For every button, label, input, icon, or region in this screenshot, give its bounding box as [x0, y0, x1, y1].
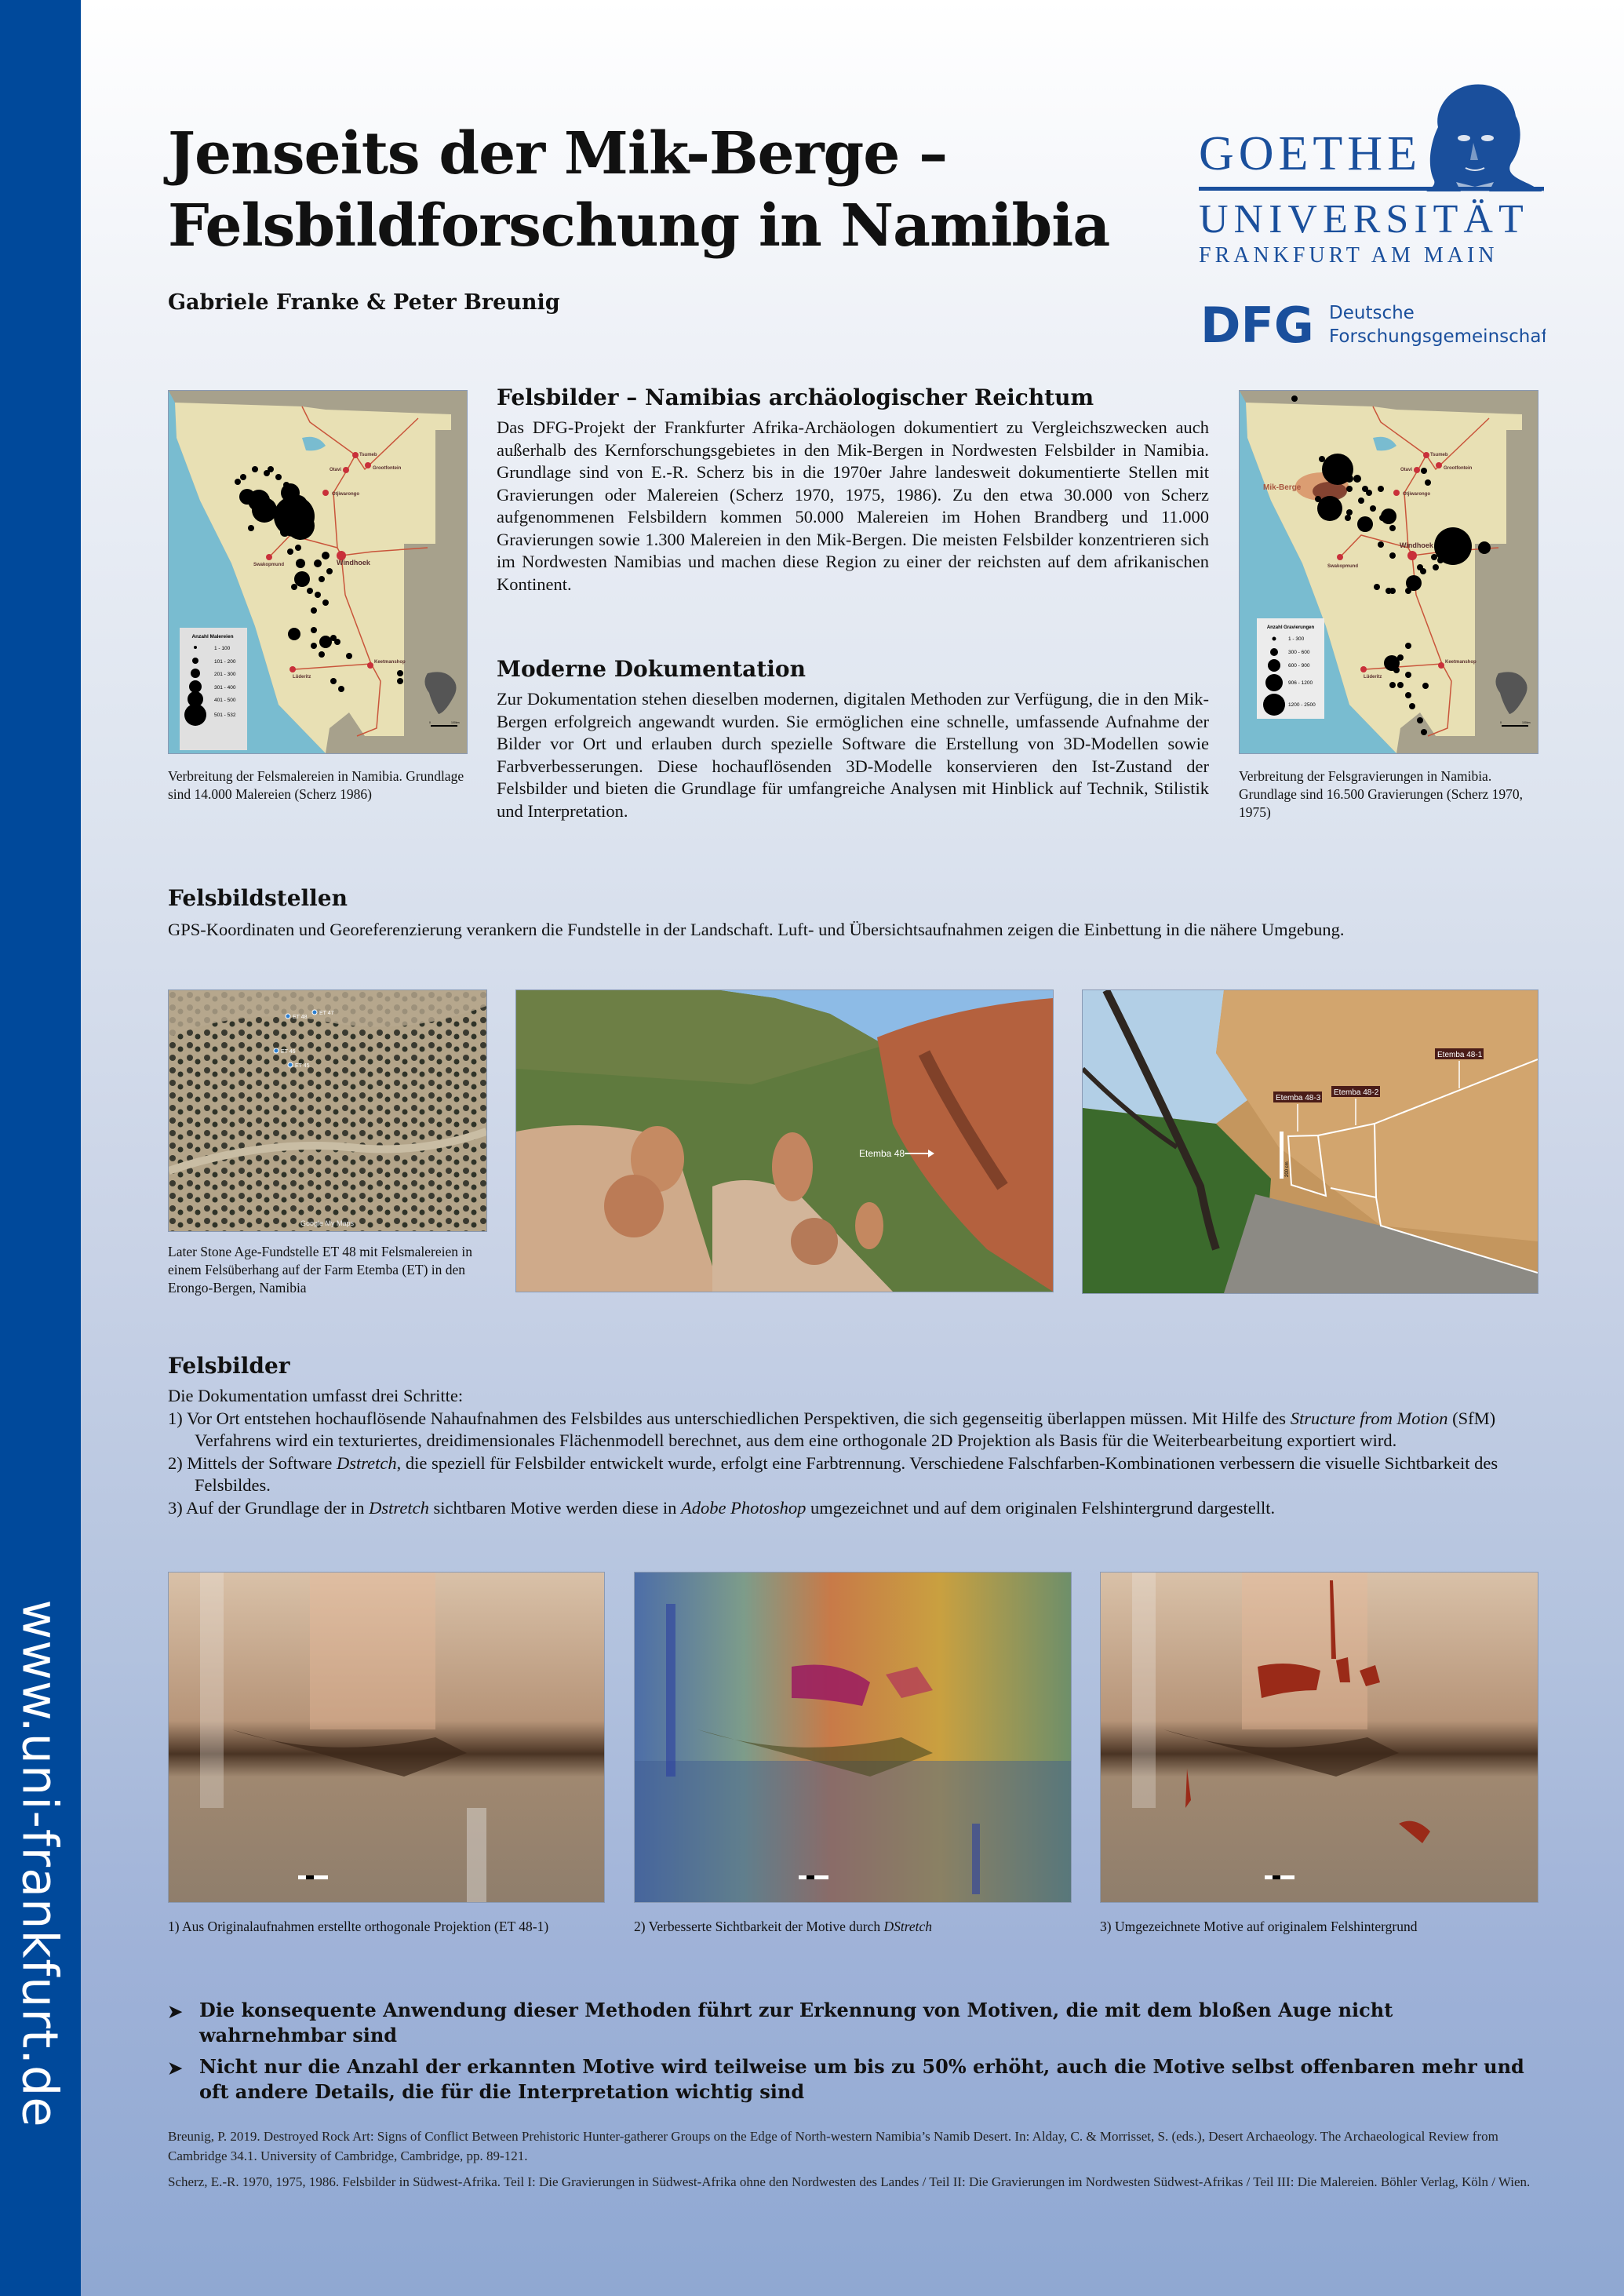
panel-1-caption-text: 1) Aus Originalaufnahmen erstellte orthogonale Projektion (ET 48-1)	[168, 1919, 549, 1934]
map-right-legend-5: 1200 - 2500	[1288, 702, 1316, 708]
map-engravings	[1239, 390, 1538, 754]
shelter-label-48-3: Etemba 48-3	[1276, 1094, 1321, 1102]
landscape-photo-etemba48	[515, 989, 1054, 1292]
bullet-arrow-icon: ➤	[168, 2002, 183, 2022]
map-right-city-luderitz: Lüderitz	[1364, 675, 1382, 680]
step-3-text-c: umgezeichnet und auf dem originalen Felshintergrund dargestellt.	[806, 1497, 1276, 1518]
aerial-label-et47: ET 47	[319, 1011, 334, 1016]
map-left-city-windhoek: Windhoek	[337, 559, 370, 567]
section-2-heading: Moderne Dokumentation	[497, 656, 806, 682]
reference-2: Scherz, E.-R. 1970, 1975, 1986. Felsbilder in Südwest-Afrika. Teil I: Die Gravierungen in Südwest-Afrika ohne den Nordwesten des Landes / Teil II: Die Gravierungen im Nordwesten Südwest-Afrikas / Teil III: Die Malereien. Böhler Verlag, Köln / Wien.	[168, 2174, 1531, 2189]
map-left-scale-0: 0	[429, 721, 431, 724]
dfg-line-2: Forschungsgemeinschaft	[1329, 326, 1546, 347]
conclusion-1	[168, 1998, 1538, 2048]
goethe-university-logo	[1199, 78, 1544, 267]
reference-1: Breunig, P. 2019. Destroyed Rock Art: Signs of Conflict Between Prehistoric Hunter-gatherer Groups on the Edge of North-western Namibia’s Namib Desert. In: Alday, C. & Morrisset, S. (eds.), Desert Archaeology. The Archaeological Review from Cambridge 34.1. University of Cambridge, Cambridge, pp. 89-121.	[168, 2129, 1498, 2163]
aerial-label-et48: ET 48	[293, 1015, 308, 1020]
panel-2-caption-text: 2) Verbesserte Sichtbarkeit der Motive durch	[634, 1919, 884, 1934]
panel-2-caption	[634, 1918, 1070, 1936]
step-2-emphasis: Dstretch	[336, 1452, 397, 1473]
map-right-legend-title: Anzahl Gravierungen	[1266, 625, 1315, 630]
map-left-legend-4: 301 - 400	[214, 685, 236, 691]
section-4-heading: Felsbilder	[168, 1353, 290, 1379]
map-right-scale-100: 100km	[1522, 721, 1531, 724]
map-right-city-grootfontein: Grootfontein	[1444, 466, 1473, 471]
conclusion-2-text: Nicht nur die Anzahl der erkannten Motive wird teilweise um bis zu 50% erhöht, auch die Motive selbst offenbaren mehr und oft andere Details, die für die Interpretation wichtig sind	[199, 2055, 1524, 2103]
rock-art-traced	[1100, 1572, 1538, 1903]
sidebar-band	[0, 0, 81, 2296]
goethe-line-3: FRANKFURT AM MAIN	[1199, 243, 1498, 267]
step-2-text-b: , die speziell für Felsbilder entwickelt wurde, erfolgt eine Farbtrennung. Verschiedene Falschfarben-Kombinationen verbessern die visuelle Sichtbarkeit des Felsbildes.	[195, 1452, 1498, 1495]
rock-art-dstretch	[634, 1572, 1072, 1903]
bullet-arrow-icon: ➤	[168, 2058, 183, 2079]
conclusion-2	[168, 2054, 1538, 2105]
map-left-city-luderitz: Lüderitz	[293, 675, 311, 680]
section-1-text: Das DFG-Projekt der Frankfurter Afrika-Archäologen dokumentiert zu Vergleichszwecken auch außerhalb des Kernforschungsgebietes in den Mik-Bergen in Nordwesten Felsbilder in Namibia. Grundlage sind von E.-R. Scherz bis in die 1970er Jahre landesweit dokumentierte Stellen mit Gravierungen oder Malereien (Scherz 1970, 1975, 1986). Zu den etwa 30.000 von Scherz aufgenommenen Felsbildern kommen 50.000 Malereien im Hohen Brandberg und 11.000 Gravierungen sowie 1.300 Malereien in den Mik-Bergen. Die meisten Felsbilder konzentrieren sich im Nordwesten Namibias und machen diese Region zu einer der reichsten auf dem afrikanischen Kontinent.	[497, 417, 1209, 594]
map-right-legend-4: 906 - 1200	[1288, 680, 1313, 686]
map-right-city-keetmanshop: Keetmanshop	[1445, 660, 1477, 665]
step-3-text-b: sichtbaren Motive werden diese in	[428, 1497, 681, 1518]
panel-1-caption	[168, 1918, 576, 1936]
shelter-scale-label: 200 cm	[1285, 1161, 1290, 1177]
dfg-logo	[1200, 298, 1546, 350]
step-3	[168, 1497, 1538, 1520]
authors: Gabriele Franke & Peter Breunig	[168, 290, 560, 315]
step-1-text-b: (SfM) Verfahrens wird ein texturiertes, dreidimensionales Flächenmodell berechnet, aus dem eine orthogonale 2D Projektion als Basis für die Weiterbearbeitung exportiert wird.	[195, 1408, 1496, 1450]
google-watermark: Google My Maps	[300, 1219, 355, 1227]
map-left-legend-5: 401 - 500	[214, 698, 236, 703]
map-right-city-swakopmund: Swakopmund	[1327, 564, 1359, 569]
map-right-legend-3: 600 - 900	[1288, 663, 1310, 669]
step-2	[168, 1452, 1538, 1497]
map-left-city-grootfontein: Grootfontein	[373, 466, 402, 471]
map-right-city-otavi: Otavi	[1400, 468, 1413, 472]
aerial-label-et46: ET 46	[281, 1049, 296, 1055]
map-left-scale-100: 100km	[451, 721, 460, 724]
section-4-intro: Die Dokumentation umfasst drei Schritte:	[168, 1386, 464, 1405]
section-modern-documentation	[497, 656, 1209, 822]
section-rock-art-sites	[168, 885, 1538, 942]
map-right-legend-1: 1 - 300	[1288, 636, 1305, 642]
map-paintings-caption: Verbreitung der Felsmalereien in Namibia. Grundlage sind 14.000 Malereien (Scherz 1986)	[168, 768, 464, 802]
goethe-line-2: UNIVERSITÄT	[1199, 197, 1529, 242]
map-left-legend-6: 501 - 532	[214, 712, 236, 718]
dfg-line-1: Deutsche	[1329, 303, 1415, 323]
steps-list	[168, 1408, 1538, 1520]
title-line-1: Jenseits der Mik-Berge –	[168, 120, 948, 188]
rock-shelter-photo	[1082, 989, 1538, 1294]
shelter-label-48-2: Etemba 48-2	[1334, 1088, 1379, 1097]
conclusion-1-text: Die konsequente Anwendung dieser Methoden führt zur Erkennung von Motiven, die mit dem bloßen Auge nicht wahrnehmbar sind	[199, 1999, 1393, 2046]
step-3-text-a: 3) Auf der Grundlage der in	[168, 1497, 370, 1518]
panel-3-caption: 3) Umgezeichnete Motive auf originalem Felshintergrund	[1100, 1919, 1418, 1934]
poster-title	[168, 118, 1109, 262]
aerial-photo-caption: Later Stone Age-Fundstelle ET 48 mit Felsmalereien in einem Felsüberhang auf der Farm Etemba (ET) in den Erongo-Bergen, Namibia	[168, 1244, 472, 1296]
rock-art-original-projection	[168, 1572, 605, 1903]
map-left-legend-title: Anzahl Malereien	[191, 634, 234, 640]
panel-2-caption-emphasis: DStretch	[883, 1919, 933, 1934]
goethe-line-1: GOETHE	[1199, 127, 1422, 180]
photo-label-etemba48: Etemba 48	[859, 1148, 905, 1159]
step-3-emphasis-1: Dstretch	[369, 1497, 429, 1518]
step-1-emphasis: Structure from Motion	[1290, 1408, 1448, 1428]
map-left-legend-1: 1 - 100	[214, 646, 231, 651]
step-3-emphasis-2: Adobe Photoshop	[680, 1497, 807, 1518]
map-paintings	[168, 390, 468, 754]
map-right-mik-berge-label: Mik-Berge	[1263, 483, 1302, 492]
dfg-mark: DFG	[1200, 298, 1314, 350]
step-1-text-a: 1) Vor Ort entstehen hochauflösende Nahaufnahmen des Felsbildes aus unterschiedlichen Perspektiven, die sich gegenseitig überlappen müssen. Mit Hilfe des	[168, 1408, 1291, 1428]
map-left-legend-2: 101 - 200	[214, 659, 236, 665]
map-right-city-tsumeb: Tsumeb	[1430, 453, 1448, 457]
section-3-text: GPS-Koordinaten und Georeferenzierung verankern die Fundstelle in der Landschaft. Luft- und Übersichtsaufnahmen zeigen die Einbettung in die nähere Umgebung.	[168, 920, 1345, 939]
section-1-heading: Felsbilder – Namibias archäologischer Reichtum	[497, 384, 1094, 410]
section-3-heading: Felsbildstellen	[168, 885, 348, 911]
section-2-text: Zur Dokumentation stehen dieselben modernen, digitalen Methoden zur Verfügung, die in den Mik-Bergen erfolgreich angewandt wurden. Sie ermöglichen eine schnelle, umfassende Aufnahme der Bilder vor Ort und erlauben durch spezielle Software die Erstellung von 3D-Modellen sowie Farbverbesserungen. Diese hochauflösenden 3D-Modelle konservieren den Ist-Zustand der Felsbilder und bieten die Grundlage für umfangreiche Analysen mit Hinblick auf Technik, Stilistik und Interpretation.	[497, 689, 1209, 821]
map-right-city-windhoek: Windhoek	[1400, 541, 1433, 549]
section-rock-art-steps	[168, 1353, 1538, 1519]
map-left-city-tsumeb: Tsumeb	[359, 453, 377, 457]
aerial-label-et45: ET 45	[295, 1063, 310, 1069]
map-left-legend-3: 201 - 300	[214, 672, 236, 677]
step-1	[168, 1408, 1538, 1452]
conclusions-list	[168, 1998, 1538, 2105]
goethe-portrait-icon	[1199, 78, 1544, 267]
map-left-city-swakopmund: Swakopmund	[253, 563, 285, 567]
title-line-2: Felsbildforschung in Namibia	[168, 192, 1110, 260]
aerial-photo-et48	[168, 989, 487, 1232]
map-left-city-otjiwarongo: Otjiwarongo	[332, 492, 359, 497]
map-right-legend-2: 300 - 600	[1288, 650, 1310, 655]
map-left-city-otavi: Otavi	[330, 468, 342, 472]
references	[168, 2127, 1538, 2192]
map-right-city-otjiwarongo: Otjiwarongo	[1403, 492, 1430, 497]
map-engravings-caption: Verbreitung der Felsgravierungen in Namibia. Grundlage sind 16.500 Gravierungen (Scherz 1970, 1975)	[1239, 768, 1524, 820]
map-left-city-keetmanshop: Keetmanshop	[374, 660, 406, 665]
section-rock-art-wealth	[497, 384, 1209, 596]
map-right-scale-0: 0	[1500, 721, 1502, 724]
website-url[interactable]: www.uni-frankfurt.de	[11, 1599, 69, 2128]
step-2-text-a: 2) Mittels der Software	[168, 1452, 337, 1473]
shelter-label-48-1: Etemba 48-1	[1437, 1051, 1483, 1059]
